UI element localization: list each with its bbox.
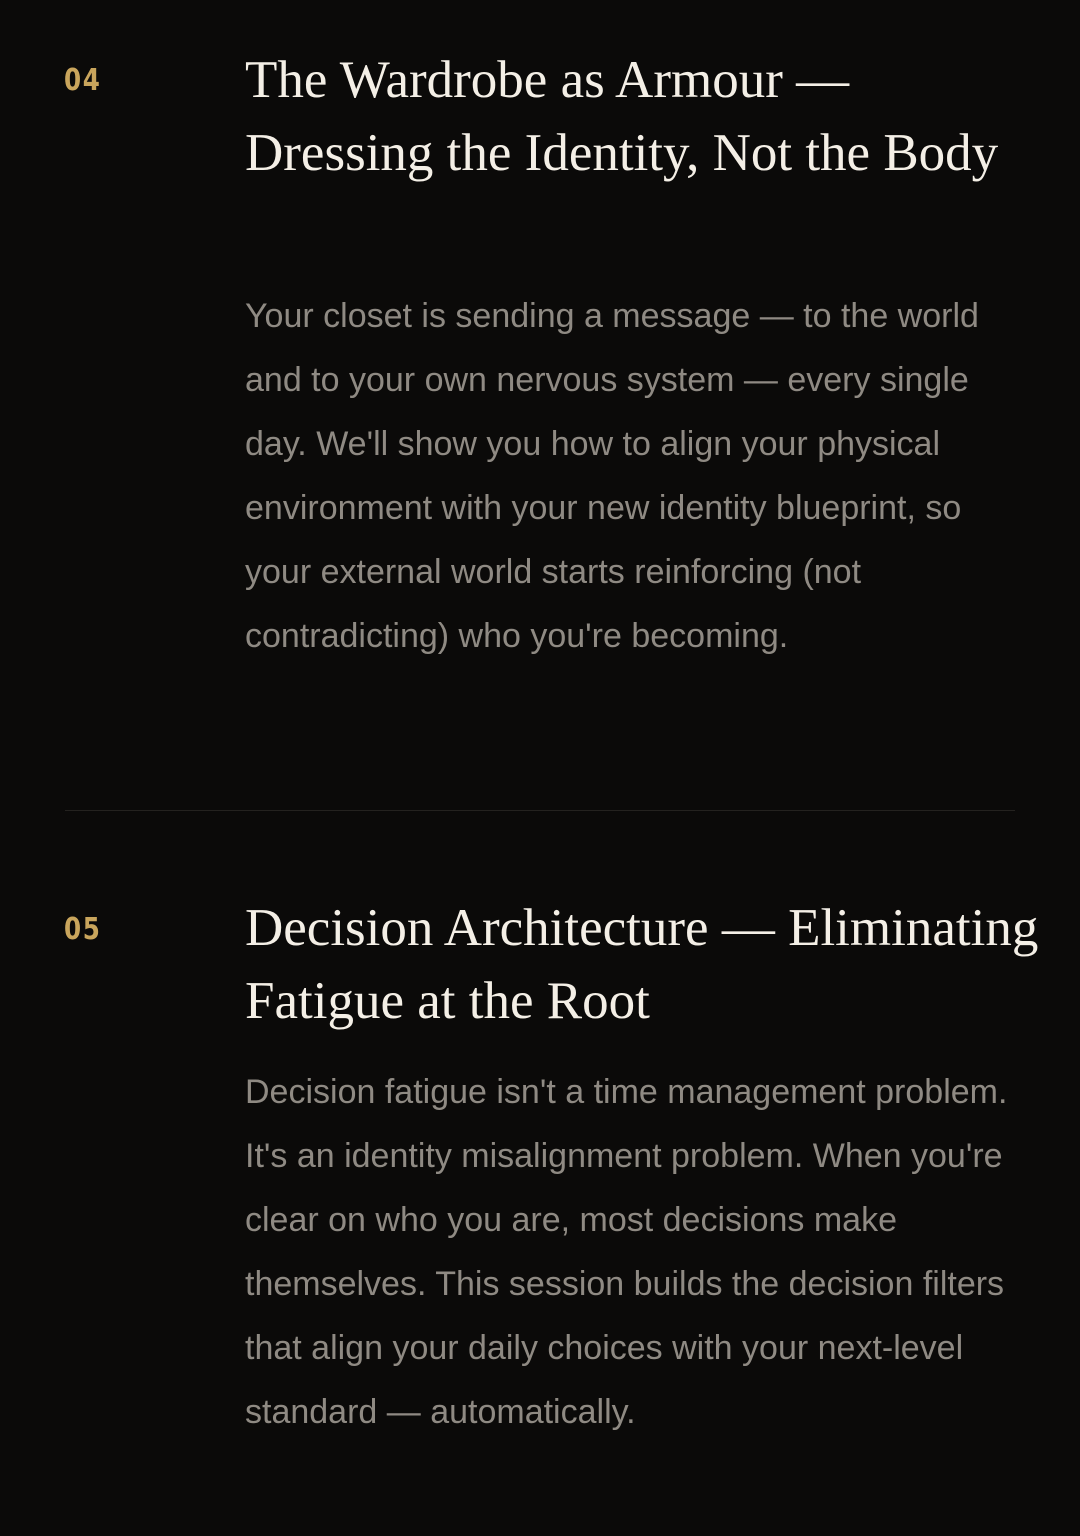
module-number: 04 bbox=[64, 63, 102, 98]
module-title: The Wardrobe as Armour — Dressing the Identity, Not the Body bbox=[245, 51, 999, 182]
module-title: Decision Architecture — Eliminating Fatigue at the Root bbox=[245, 899, 1039, 1030]
section-divider bbox=[65, 810, 1015, 811]
module-number: 05 bbox=[64, 912, 102, 947]
module-description: Your closet is sending a message — to the world and to your own nervous system — every single day. We'll show you how to align your physical environment with your new identity blueprint, so your external world starts reinforcing (not contradicting) who you're becoming. bbox=[245, 297, 979, 655]
module-description: Decision fatigue isn't a time management problem. It's an identity misalignment problem. When you're clear on who you are, most decisions make themselves. This session builds the decision filters that align your daily choices with your next-level standard — automatically. bbox=[245, 1073, 1008, 1431]
